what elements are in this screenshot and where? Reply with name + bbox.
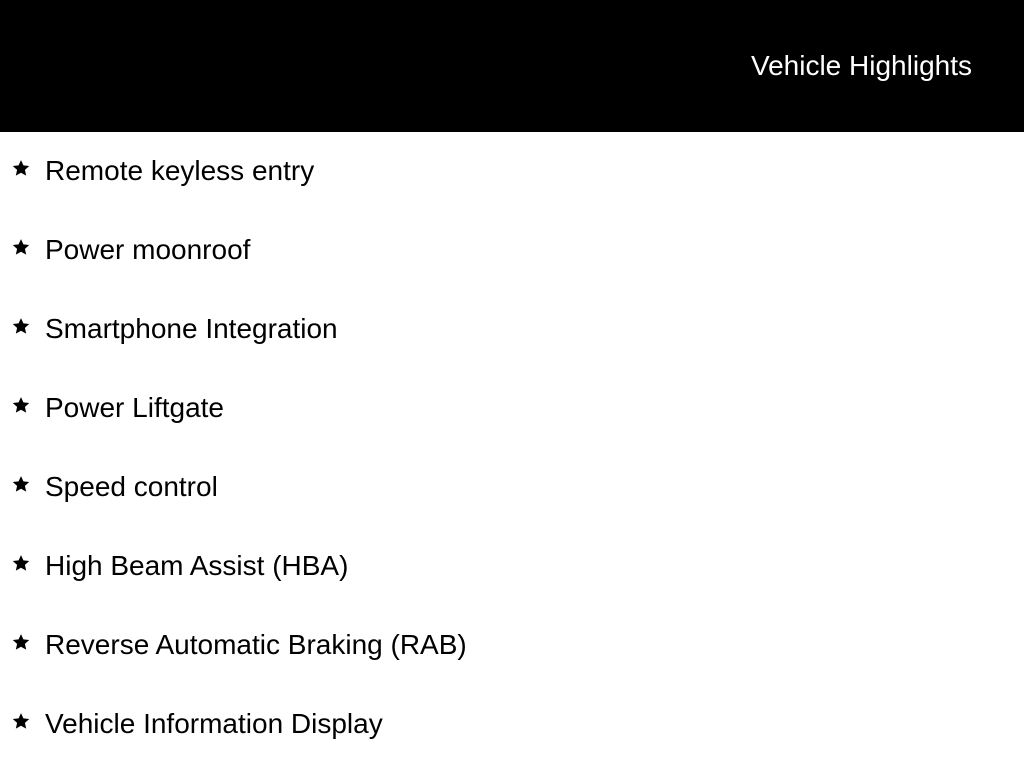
star-icon	[11, 316, 31, 336]
feature-label: Vehicle Information Display	[45, 708, 383, 739]
star-icon	[11, 158, 31, 178]
star-icon	[11, 474, 31, 494]
list-item	[0, 290, 1024, 369]
feature-label: Smartphone Integration	[45, 313, 338, 344]
feature-list	[0, 132, 1024, 764]
star-icon	[11, 395, 31, 415]
star-icon	[11, 553, 31, 573]
star-icon	[11, 711, 31, 731]
feature-label: Reverse Automatic Braking (RAB)	[45, 629, 467, 660]
feature-label: High Beam Assist (HBA)	[45, 550, 349, 581]
list-item	[0, 685, 1024, 764]
feature-label: Power Liftgate	[45, 392, 224, 423]
header-banner	[0, 0, 1024, 132]
feature-label: Remote keyless entry	[45, 155, 315, 186]
star-icon	[11, 632, 31, 652]
star-icon	[11, 237, 31, 257]
list-item	[0, 369, 1024, 448]
list-item	[0, 606, 1024, 685]
list-item	[0, 448, 1024, 527]
page-title: Vehicle Highlights	[750, 50, 972, 81]
feature-label: Power moonroof	[45, 234, 251, 265]
list-item	[0, 132, 1024, 211]
feature-label: Speed control	[45, 471, 218, 502]
list-item	[0, 527, 1024, 606]
list-item	[0, 211, 1024, 290]
